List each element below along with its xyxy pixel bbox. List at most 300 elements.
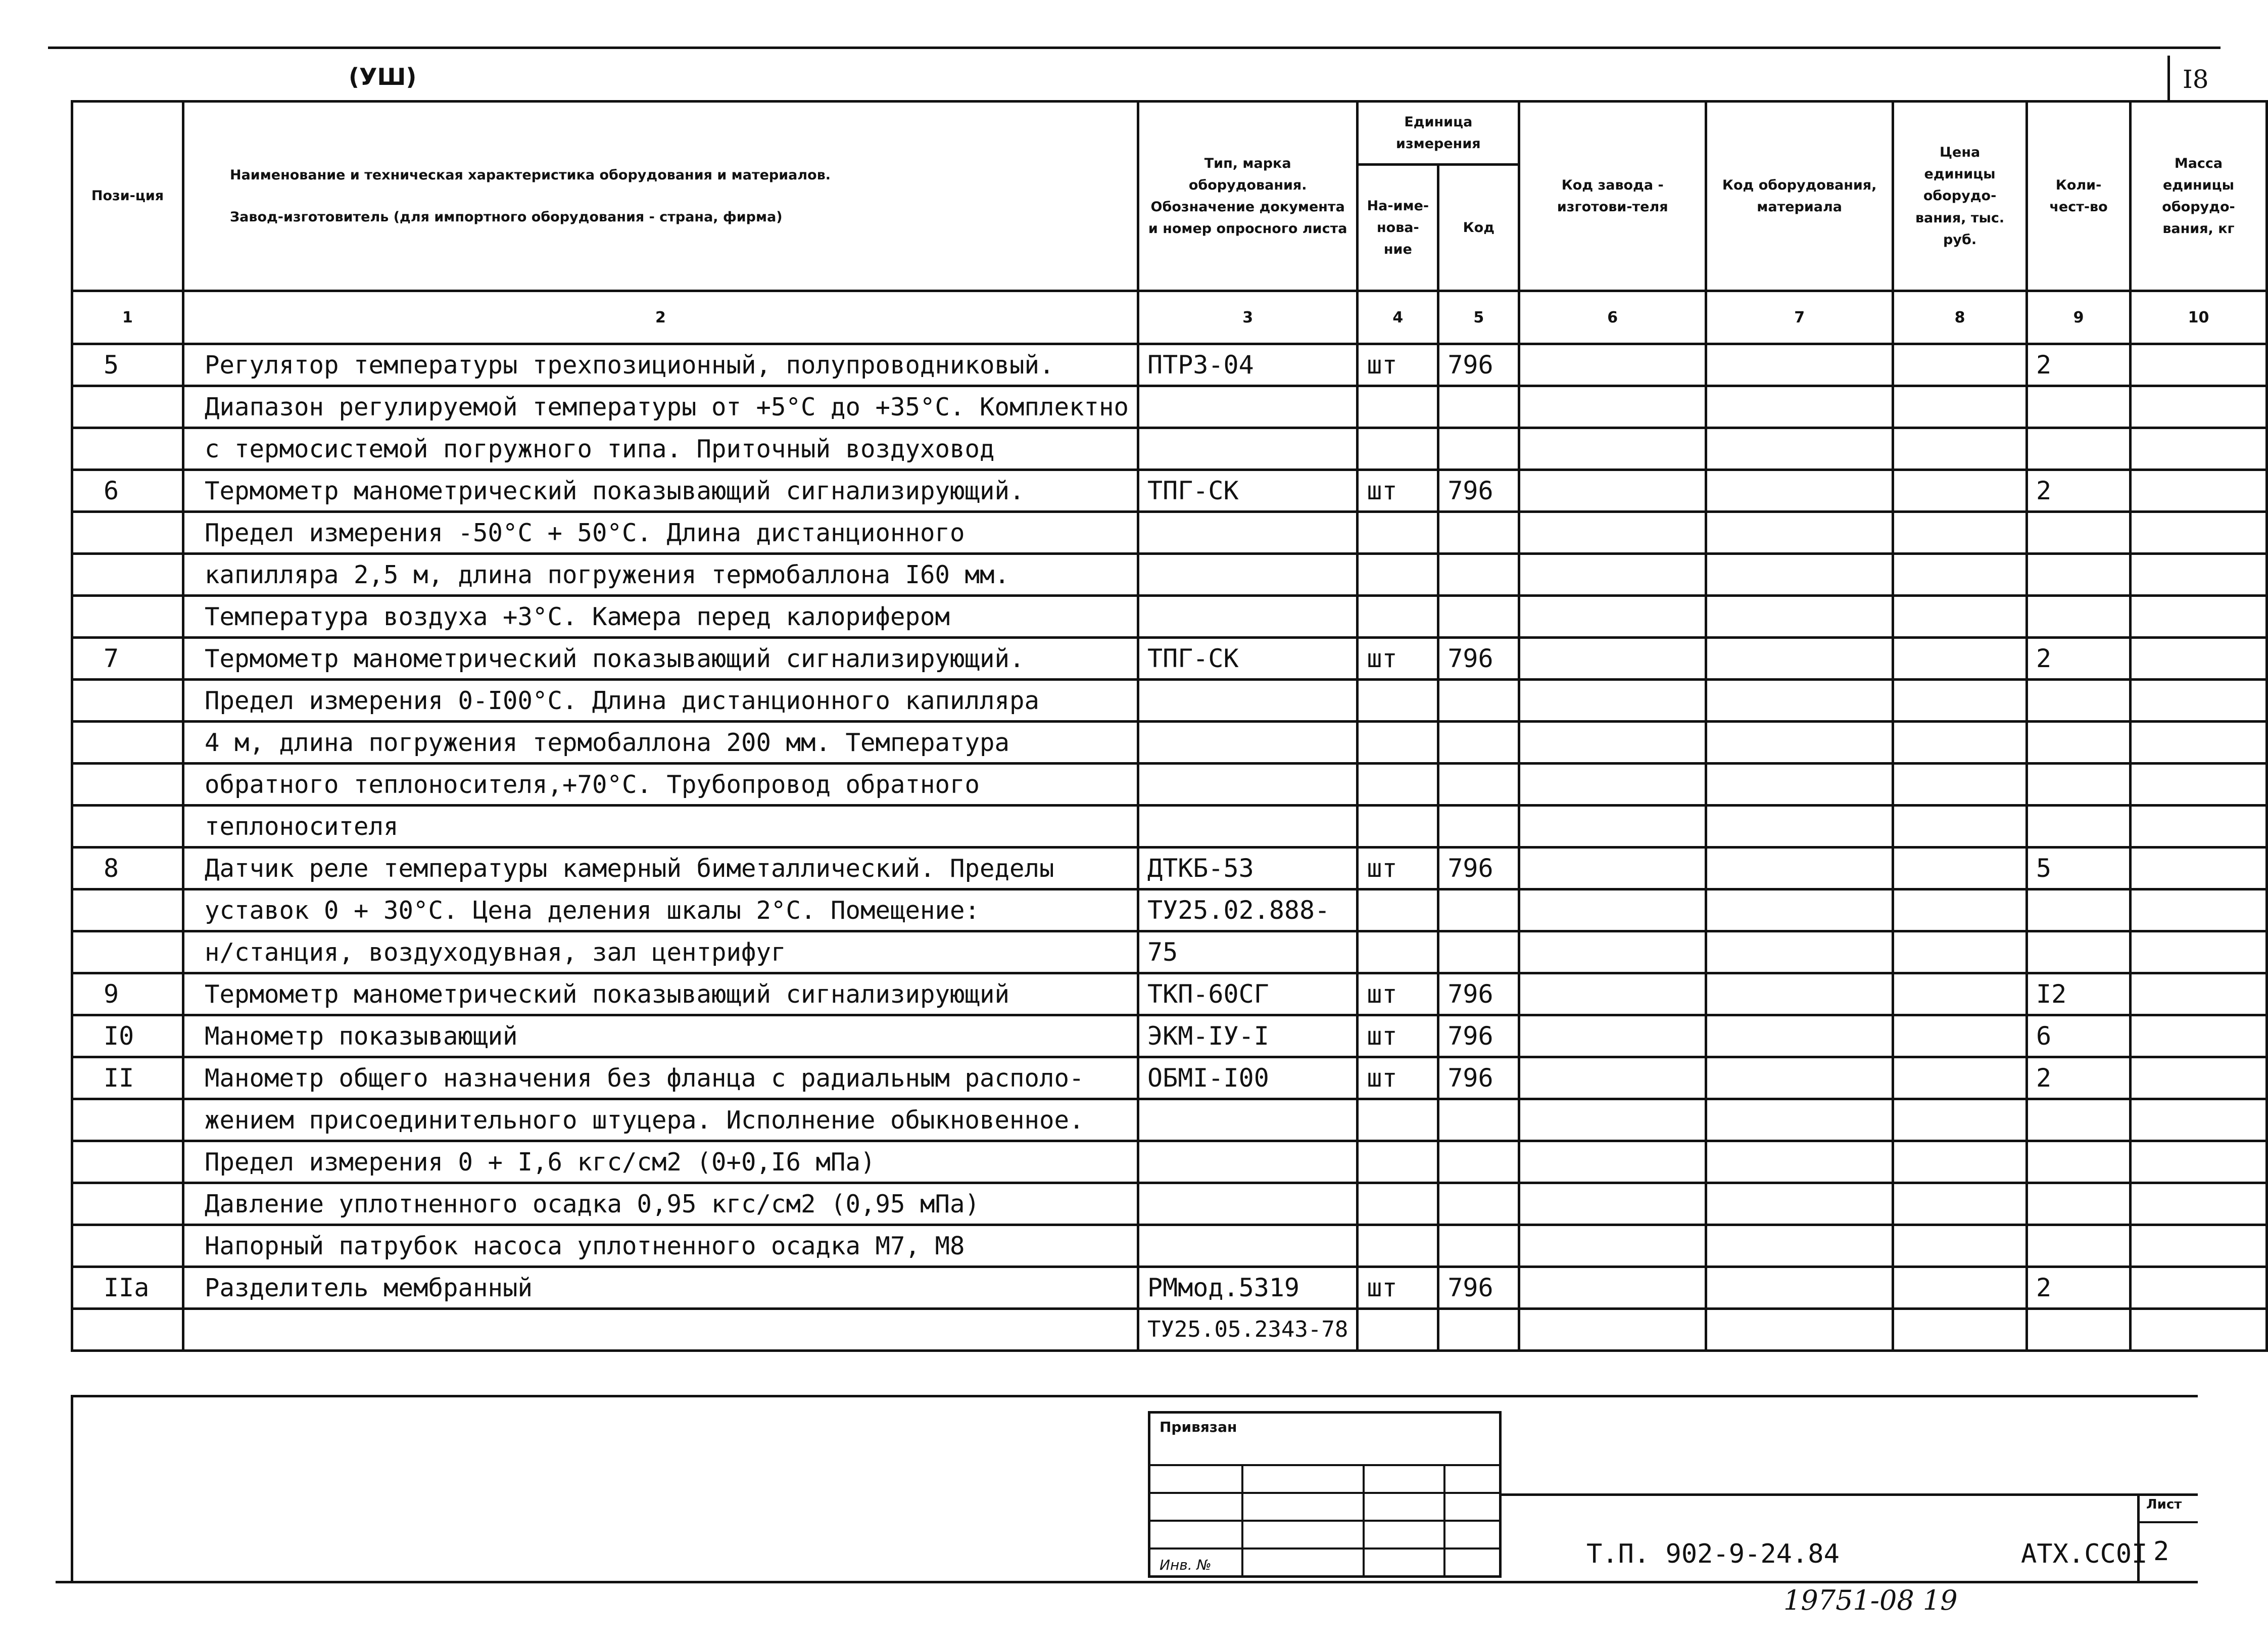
row-unit [1358,512,1438,554]
row-type [1138,806,1358,848]
row-unit [1358,1183,1438,1225]
section-label: (УШ) [349,63,417,90]
header-factory-code: Код завода - изготови-теля [1519,102,1706,291]
header-equipment-code: Код оборудования, материала [1706,102,1893,291]
table-row [72,722,2267,764]
row-unit [1358,554,1438,596]
row-price [1893,344,2027,386]
row-unit-code: 796 [1438,344,1519,386]
row-type: ТКП-60СГ [1138,973,1358,1015]
stamp-inventory: Инв. № [1160,1557,1212,1573]
row-position [72,1183,183,1225]
row-description: с термосистемой погружного типа. Приточный воздуховод [183,428,1138,470]
row-equipment-code [1706,1099,1893,1141]
row-description: обратного теплоносителя,+70°С. Трубопровод обратного [183,764,1138,806]
row-price [1893,554,2027,596]
row-unit [1358,428,1438,470]
row-quantity [2027,512,2131,554]
title-block-top [1502,1493,2198,1496]
row-description: Предел измерения 0-I00°С. Длина дистанционного капилляра [183,680,1138,722]
row-description: Диапазон регулируемой температуры от +5°С до +35°С. Комплектно [183,386,1138,428]
row-equipment-code [1706,386,1893,428]
col-num: 3 [1138,291,1358,344]
row-type: ТУ25.05.2343-78 [1138,1309,1358,1351]
row-unit-code: 796 [1438,1015,1519,1057]
row-description: Термометр манометрический показывающий сигнализирующий [183,973,1138,1015]
row-description: уставок 0 + 30°С. Цена деления шкалы 2°С. Помещение: [183,889,1138,931]
row-position [72,931,183,973]
project-code: Т.П. 902-9-24.84 [1586,1539,1840,1569]
row-price [1893,848,2027,889]
header-mass: Масса единицы оборудо-вания, кг [2131,102,2267,291]
row-description: Манометр общего назначения без фланца с радиальным располо- [183,1057,1138,1099]
row-factory-code [1519,386,1706,428]
row-mass [2131,1015,2267,1057]
col-num: 6 [1519,291,1706,344]
row-unit-code: 796 [1438,638,1519,680]
row-type [1138,512,1358,554]
row-quantity [2027,428,2131,470]
row-position: 6 [72,470,183,512]
row-factory-code [1519,1099,1706,1141]
row-factory-code [1519,680,1706,722]
row-type [1138,596,1358,638]
row-equipment-code [1706,638,1893,680]
frame-bottom [56,1581,2198,1583]
row-factory-code [1519,722,1706,764]
row-equipment-code [1706,973,1893,1015]
row-price [1893,1057,2027,1099]
row-type [1138,1099,1358,1141]
row-quantity [2027,680,2131,722]
row-quantity [2027,1099,2131,1141]
col-num: 10 [2131,291,2267,344]
row-unit-code: 796 [1438,470,1519,512]
row-unit-code [1438,554,1519,596]
row-equipment-code [1706,1141,1893,1183]
row-quantity [2027,1309,2131,1351]
col-num: 9 [2027,291,2131,344]
row-description: Манометр показывающий [183,1015,1138,1057]
binding-stamp [1148,1411,1502,1578]
row-mass [2131,1057,2267,1099]
row-equipment-code [1706,470,1893,512]
row-quantity [2027,806,2131,848]
row-price [1893,973,2027,1015]
row-factory-code [1519,1057,1706,1099]
row-factory-code [1519,1225,1706,1267]
row-price [1893,1267,2027,1309]
row-unit-code [1438,1309,1519,1351]
row-quantity [2027,764,2131,806]
row-unit-code [1438,889,1519,931]
col-num: 1 [72,291,183,344]
row-unit [1358,889,1438,931]
row-unit-code [1438,1141,1519,1183]
row-position: IIа [72,1267,183,1309]
table-row [72,1057,2267,1099]
row-equipment-code [1706,1057,1893,1099]
row-price [1893,1015,2027,1057]
row-unit-code [1438,1099,1519,1141]
row-unit: шт [1358,973,1438,1015]
table-row [72,596,2267,638]
row-quantity: 2 [2027,344,2131,386]
row-factory-code [1519,596,1706,638]
row-unit [1358,386,1438,428]
specification-table [71,100,2268,1352]
row-mass [2131,931,2267,973]
row-quantity [2027,931,2131,973]
row-quantity: 6 [2027,1015,2131,1057]
header-price: Цена единицы оборудо-вания, тыс. руб. [1893,102,2027,291]
row-mass [2131,1225,2267,1267]
table-body [72,344,2267,1351]
row-factory-code [1519,1183,1706,1225]
row-position: 5 [72,344,183,386]
header-name [183,102,1138,291]
row-price [1893,806,2027,848]
header-quantity: Коли-чест-во [2027,102,2131,291]
header-name-line2: Завод-изготовитель (для импортного оборудования - страна, фирма) [229,209,783,225]
row-equipment-code [1706,680,1893,722]
row-unit: шт [1358,344,1438,386]
row-position [72,1099,183,1141]
row-description: Давление уплотненного осадка 0,95 кгс/см2 (0,95 мПа) [183,1183,1138,1225]
row-equipment-code [1706,1015,1893,1057]
row-position [72,889,183,931]
sheet-cell-divider [2137,1521,2198,1523]
row-unit-code [1438,1183,1519,1225]
row-position: 7 [72,638,183,680]
table-row [72,931,2267,973]
row-type: РМмод.5319 [1138,1267,1358,1309]
row-factory-code [1519,889,1706,931]
row-equipment-code [1706,1225,1893,1267]
row-equipment-code [1706,1267,1893,1309]
stamp-title: Привязан [1160,1419,1237,1435]
row-equipment-code [1706,806,1893,848]
table-row [72,806,2267,848]
col-num: 4 [1358,291,1438,344]
row-mass [2131,1183,2267,1225]
row-mass [2131,1267,2267,1309]
row-type [1138,1183,1358,1225]
row-type [1138,554,1358,596]
sheet-box-border [2167,56,2170,101]
row-equipment-code [1706,848,1893,889]
row-mass [2131,596,2267,638]
row-mass [2131,512,2267,554]
row-description: Предел измерения -50°С + 50°С. Длина дистанционного [183,512,1138,554]
row-quantity [2027,1225,2131,1267]
row-unit: шт [1358,1267,1438,1309]
row-type [1138,680,1358,722]
row-quantity: 2 [2027,1057,2131,1099]
row-mass [2131,1141,2267,1183]
row-position: 8 [72,848,183,889]
row-price [1893,1099,2027,1141]
row-mass [2131,889,2267,931]
row-unit-code [1438,596,1519,638]
row-type: ЭКМ-IУ-I [1138,1015,1358,1057]
row-unit [1358,1309,1438,1351]
col-num: 7 [1706,291,1893,344]
row-equipment-code [1706,554,1893,596]
row-description: Напорный патрубок насоса уплотненного осадка М7, М8 [183,1225,1138,1267]
table-row [72,1267,2267,1309]
row-mass [2131,680,2267,722]
row-quantity [2027,554,2131,596]
row-mass [2131,722,2267,764]
row-description: капилляра 2,5 м, длина погружения термобаллона I60 мм. [183,554,1138,596]
row-position: 9 [72,973,183,1015]
row-price [1893,764,2027,806]
row-unit-code [1438,428,1519,470]
row-description: Предел измерения 0 + I,6 кгс/см2 (0+0,I6 мПа) [183,1141,1138,1183]
table-row [72,638,2267,680]
row-equipment-code [1706,722,1893,764]
table-row [72,1141,2267,1183]
row-factory-code [1519,931,1706,973]
row-equipment-code [1706,596,1893,638]
row-unit-code: 796 [1438,1267,1519,1309]
row-mass [2131,554,2267,596]
row-equipment-code [1706,1309,1893,1351]
table-row [72,470,2267,512]
row-description: Термометр манометрический показывающий сигнализирующий. [183,470,1138,512]
handwritten-number: 19751-08 19 [1783,1584,1958,1616]
row-factory-code [1519,764,1706,806]
row-unit-code [1438,386,1519,428]
table-row [72,680,2267,722]
row-description: теплоносителя [183,806,1138,848]
row-description: 4 м, длина погружения термобаллона 200 мм. Температура [183,722,1138,764]
row-price [1893,889,2027,931]
row-description: н/станция, воздуходувная, зал центрифуг [183,931,1138,973]
row-mass [2131,806,2267,848]
row-mass [2131,344,2267,386]
row-unit [1358,1225,1438,1267]
row-equipment-code [1706,889,1893,931]
row-unit: шт [1358,1057,1438,1099]
row-type [1138,1225,1358,1267]
table-row [72,1099,2267,1141]
row-description: Регулятор температуры трехпозиционный, полупроводниковый. [183,344,1138,386]
row-price [1893,386,2027,428]
row-unit-code [1438,806,1519,848]
row-equipment-code [1706,428,1893,470]
row-quantity [2027,889,2131,931]
row-unit: шт [1358,638,1438,680]
header-unit-code: Код [1438,165,1519,291]
row-price [1893,1225,2027,1267]
row-description [183,1309,1138,1351]
row-position [72,428,183,470]
row-position [72,1141,183,1183]
row-mass [2131,848,2267,889]
row-mass [2131,638,2267,680]
row-unit [1358,1099,1438,1141]
row-factory-code [1519,470,1706,512]
row-factory-code [1519,428,1706,470]
row-price [1893,596,2027,638]
row-type [1138,722,1358,764]
row-position [72,386,183,428]
row-unit [1358,596,1438,638]
row-type [1138,1141,1358,1183]
table-row [72,889,2267,931]
row-price [1893,722,2027,764]
row-position [72,764,183,806]
col-num: 5 [1438,291,1519,344]
row-position [72,596,183,638]
row-type [1138,428,1358,470]
row-position: I0 [72,1015,183,1057]
row-unit-code [1438,722,1519,764]
row-price [1893,428,2027,470]
row-quantity: 2 [2027,470,2131,512]
row-type: ДТКБ-53 [1138,848,1358,889]
row-type [1138,386,1358,428]
table-row [72,764,2267,806]
row-description: Температура воздуха +3°С. Камера перед калорифером [183,596,1138,638]
table-row [72,1309,2267,1351]
column-numbers-row [72,291,2267,344]
row-factory-code [1519,344,1706,386]
row-price [1893,512,2027,554]
row-factory-code [1519,1309,1706,1351]
row-position [72,554,183,596]
row-unit [1358,1141,1438,1183]
row-price [1893,470,2027,512]
row-unit-code [1438,764,1519,806]
row-mass [2131,1099,2267,1141]
sheet-label: Лист [2146,1497,2182,1512]
row-type: ТПГ-СК [1138,638,1358,680]
row-price [1893,1141,2027,1183]
row-type: ТУ25.02.888- [1138,889,1358,931]
table-bottom-rule [71,1395,2198,1397]
row-mass [2131,470,2267,512]
row-mass [2131,428,2267,470]
row-factory-code [1519,1015,1706,1057]
row-position [72,1225,183,1267]
row-equipment-code [1706,931,1893,973]
row-unit [1358,764,1438,806]
table-row [72,973,2267,1015]
row-price [1893,931,2027,973]
row-unit [1358,680,1438,722]
table-row [72,1015,2267,1057]
row-factory-code [1519,554,1706,596]
top-rule [48,46,2221,49]
sheet-value: 2 [2153,1536,2169,1567]
row-quantity: 2 [2027,1267,2131,1309]
row-quantity [2027,1183,2131,1225]
table-row [72,848,2267,889]
row-equipment-code [1706,1183,1893,1225]
row-factory-code [1519,973,1706,1015]
row-position [72,722,183,764]
row-price [1893,1183,2027,1225]
row-mass [2131,386,2267,428]
row-price [1893,680,2027,722]
col-num: 8 [1893,291,2027,344]
row-unit-code [1438,512,1519,554]
sheet-number: I8 [2183,65,2209,94]
row-factory-code [1519,1141,1706,1183]
table-row [72,1183,2267,1225]
row-quantity [2027,722,2131,764]
row-description: жением присоединительного штуцера. Исполнение обыкновенное. [183,1099,1138,1141]
row-unit: шт [1358,470,1438,512]
row-factory-code [1519,806,1706,848]
header-name-line1: Наименование и техническая характеристика оборудования и материалов. [229,167,831,183]
row-equipment-code [1706,764,1893,806]
row-unit-code: 796 [1438,1057,1519,1099]
col-num: 2 [183,291,1138,344]
row-position [72,806,183,848]
row-unit-code: 796 [1438,973,1519,1015]
row-quantity [2027,1141,2131,1183]
row-position [72,512,183,554]
table-row [72,554,2267,596]
row-type: ОБМI-I00 [1138,1057,1358,1099]
row-unit-code [1438,931,1519,973]
row-type: ТПГ-СК [1138,470,1358,512]
header-type: Тип, марка оборудования. Обозначение документа и номер опросного листа [1138,102,1358,291]
row-description: Термометр манометрический показывающий сигнализирующий. [183,638,1138,680]
row-description: Разделитель мембранный [183,1267,1138,1309]
row-factory-code [1519,848,1706,889]
sheet-cell-border [2137,1493,2140,1583]
row-equipment-code [1706,344,1893,386]
header-unit: Единица измерения [1358,102,1519,165]
row-position [72,1309,183,1351]
row-mass [2131,973,2267,1015]
row-unit: шт [1358,848,1438,889]
row-quantity: I2 [2027,973,2131,1015]
row-unit-code [1438,1225,1519,1267]
row-factory-code [1519,638,1706,680]
table-row [72,428,2267,470]
header-position: Пози-ция [72,102,183,291]
row-description: Датчик реле температуры камерный биметаллический. Пределы [183,848,1138,889]
row-quantity: 5 [2027,848,2131,889]
row-factory-code [1519,1267,1706,1309]
row-type: ПТРЗ-04 [1138,344,1358,386]
table-row [72,512,2267,554]
frame-left [71,1395,73,1582]
row-unit [1358,722,1438,764]
row-unit: шт [1358,1015,1438,1057]
row-mass [2131,764,2267,806]
table-row [72,344,2267,386]
row-unit [1358,931,1438,973]
header-unit-name: На-име-нова-ние [1358,165,1438,291]
table-row [72,386,2267,428]
row-position [72,680,183,722]
row-type [1138,764,1358,806]
row-price [1893,1309,2027,1351]
row-quantity [2027,386,2131,428]
row-mass [2131,1309,2267,1351]
table-row [72,1225,2267,1267]
row-unit-code: 796 [1438,848,1519,889]
row-type: 75 [1138,931,1358,973]
row-unit [1358,806,1438,848]
